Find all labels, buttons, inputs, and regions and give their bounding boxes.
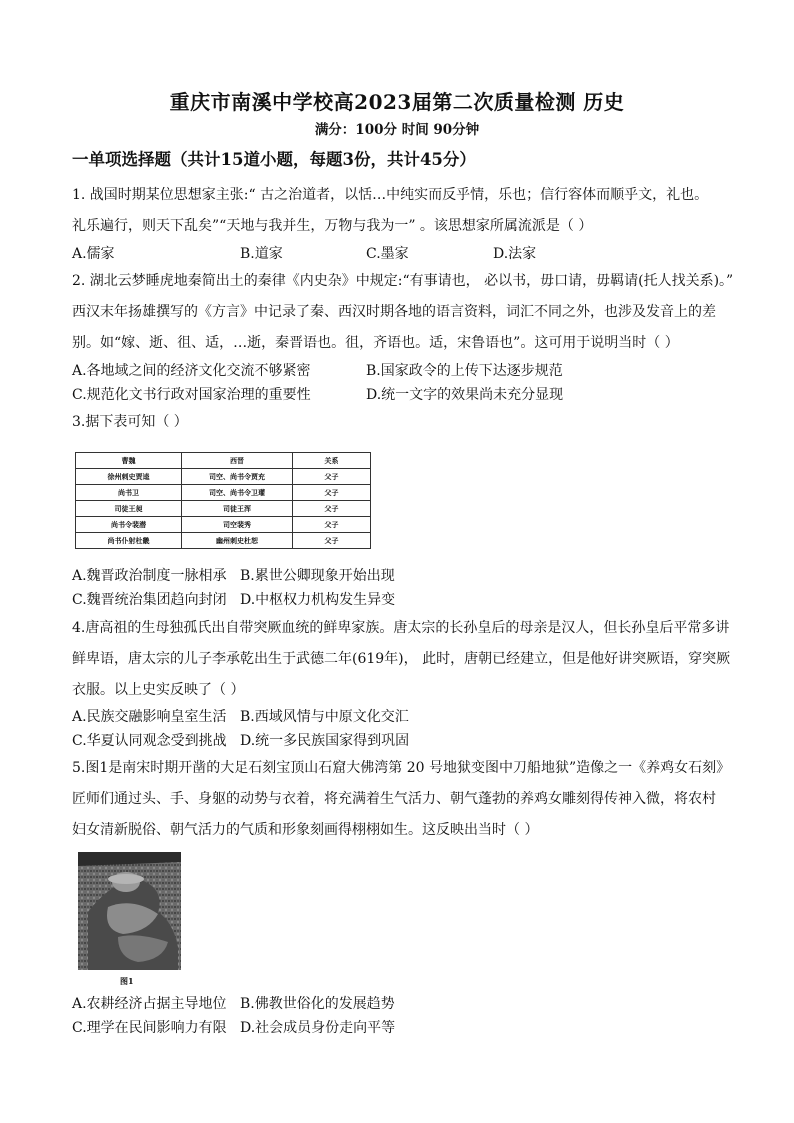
table-cell: 父子 — [293, 469, 371, 485]
q1-option-a: A.儒家 — [72, 246, 115, 262]
q2-stem-line1: 2. 湖北云梦睡虎地秦简出土的秦律《内史杂》中规定:“有事请也， 必以书，毋口请，毋羁请(托人找关系)。” — [72, 273, 734, 289]
table-cell: 司空裴秀 — [182, 517, 293, 533]
stone-carving-photo — [78, 852, 181, 970]
q4-stem-line3: 衣服。以上史实反映了（ ） — [72, 682, 245, 698]
q1-stem-line2: 礼乐遍行，则天下乱矣”“天地与我并生，万物与我为一” 。该思想家所属流派是（ ） — [72, 218, 593, 234]
q3-option-c: C.魏晋统治集团趋向封闭 — [72, 592, 227, 608]
table-header: 曹魏 — [76, 453, 182, 469]
q1-option-b: B.道家 — [240, 246, 283, 262]
table-cell: 尚书令裴潜 — [76, 517, 182, 533]
q3-option-d: D.中枢权力机构发生异变 — [240, 592, 396, 608]
table-cell: 司空、尚书令卫瓘 — [182, 485, 293, 501]
table-cell: 司徒王浑 — [182, 501, 293, 517]
table-cell: 司徒王昶 — [76, 501, 182, 517]
q1-option-c: C.墨家 — [366, 246, 409, 262]
table-cell: 父子 — [293, 533, 371, 549]
q5-stem-line1: 5.图1是南宋时期开凿的大足石刻宝顶山石窟大佛湾第 20 号地狱变图中刀船地狱”造像之一《养鸡女石刻》 — [72, 760, 731, 776]
q2-option-c: C.规范化文书行政对国家治理的重要性 — [72, 387, 311, 403]
q5-option-b: B.佛教世俗化的发展趋势 — [240, 996, 395, 1012]
table-header: 西晋 — [182, 453, 293, 469]
q3-option-b: B.累世公卿现象开始出现 — [240, 568, 395, 584]
table-header: 关系 — [293, 453, 371, 469]
q2-option-d: D.统一文字的效果尚未充分显现 — [366, 387, 564, 403]
q3-option-a: A.魏晋政治制度一脉相承 — [72, 568, 227, 584]
table-row — [76, 501, 371, 517]
q2-stem-line3: 别。如“嫁、逝、徂、适，…逝，秦晋语也。徂，齐语也。适，宋鲁语也”。这可用于说明当时（ ） — [72, 335, 679, 351]
table-cell: 父子 — [293, 517, 371, 533]
q4-stem-line1: 4.唐高祖的生母独孤氏出自带突厥血统的鲜卑家族。唐太宗的长孙皇后的母亲是汉人，但长孙皇后平常多讲 — [72, 620, 730, 636]
table-cell: 父子 — [293, 485, 371, 501]
q5-option-c: C.理学在民间影响力有限 — [72, 1020, 227, 1036]
table-row — [76, 533, 371, 549]
table-row — [76, 469, 371, 485]
q2-option-b: B.国家政令的上传下达逐步规范 — [366, 363, 563, 379]
table-row — [76, 485, 371, 501]
q1-stem-line1: 1. 战国时期某位思想家主张:“ 古之治道者，以恬…中纯实而反乎情，乐也；信行容体而顺乎文，礼也。 — [72, 187, 709, 203]
figure-caption: 图1 — [120, 976, 134, 986]
table-cell: 司空、尚书令贾充 — [182, 469, 293, 485]
q4-option-a: A.民族交融影响皇室生活 — [72, 709, 227, 725]
table-cell: 幽州刺史杜恕 — [182, 533, 293, 549]
q4-option-b: B.西域风情与中原文化交汇 — [240, 709, 409, 725]
section-title: 一单项选择题（共计15道小题，每题3份，共计45分） — [72, 150, 476, 169]
table-header-row — [76, 453, 371, 469]
q3-stem: 3.据下表可知（ ） — [72, 414, 188, 430]
q1-option-d: D.法家 — [493, 246, 537, 262]
q3-table — [75, 452, 371, 549]
q4-option-d: D.统一多民族国家得到巩固 — [240, 733, 410, 749]
exam-info: 满分：100分 时间 90分钟 — [314, 122, 480, 138]
q2-stem-line2: 西汉末年扬雄撰写的《方言》中记录了秦、西汉时期各地的语言资料，词汇不同之外，也涉及发音上的差 — [72, 304, 716, 320]
table-cell: 尚书卫 — [76, 485, 182, 501]
q5-option-d: D.社会成员身份走向平等 — [240, 1020, 396, 1036]
table-cell: 徐州刺史贾逵 — [76, 469, 182, 485]
q5-stem-line2: 匠师们通过头、手、身躯的动势与衣着，将充满着生气活力、朝气蓬勃的养鸡女雕刻得传神入微，将农村 — [72, 791, 716, 807]
table-cell: 父子 — [293, 501, 371, 517]
table-row — [76, 517, 371, 533]
table-cell: 尚书仆射杜畿 — [76, 533, 182, 549]
q5-stem-line3: 妇女清新脱俗、朝气活力的气质和形象刻画得栩栩如生。这反映出当时（ ） — [72, 822, 539, 838]
q5-option-a: A.农耕经济占据主导地位 — [72, 996, 227, 1012]
q2-option-a: A.各地域之间的经济文化交流不够紧密 — [72, 363, 311, 379]
q4-option-c: C.华夏认同观念受到挑战 — [72, 733, 227, 749]
page-title: 重庆市南溪中学校高2023届第二次质量检测 历史 — [169, 90, 625, 114]
q4-stem-line2: 鲜卑语，唐太宗的儿子李承乾出生于武德二年(619年)， 此时，唐朝已经建立，但是他好讲突厥语，穿突厥 — [72, 651, 731, 667]
